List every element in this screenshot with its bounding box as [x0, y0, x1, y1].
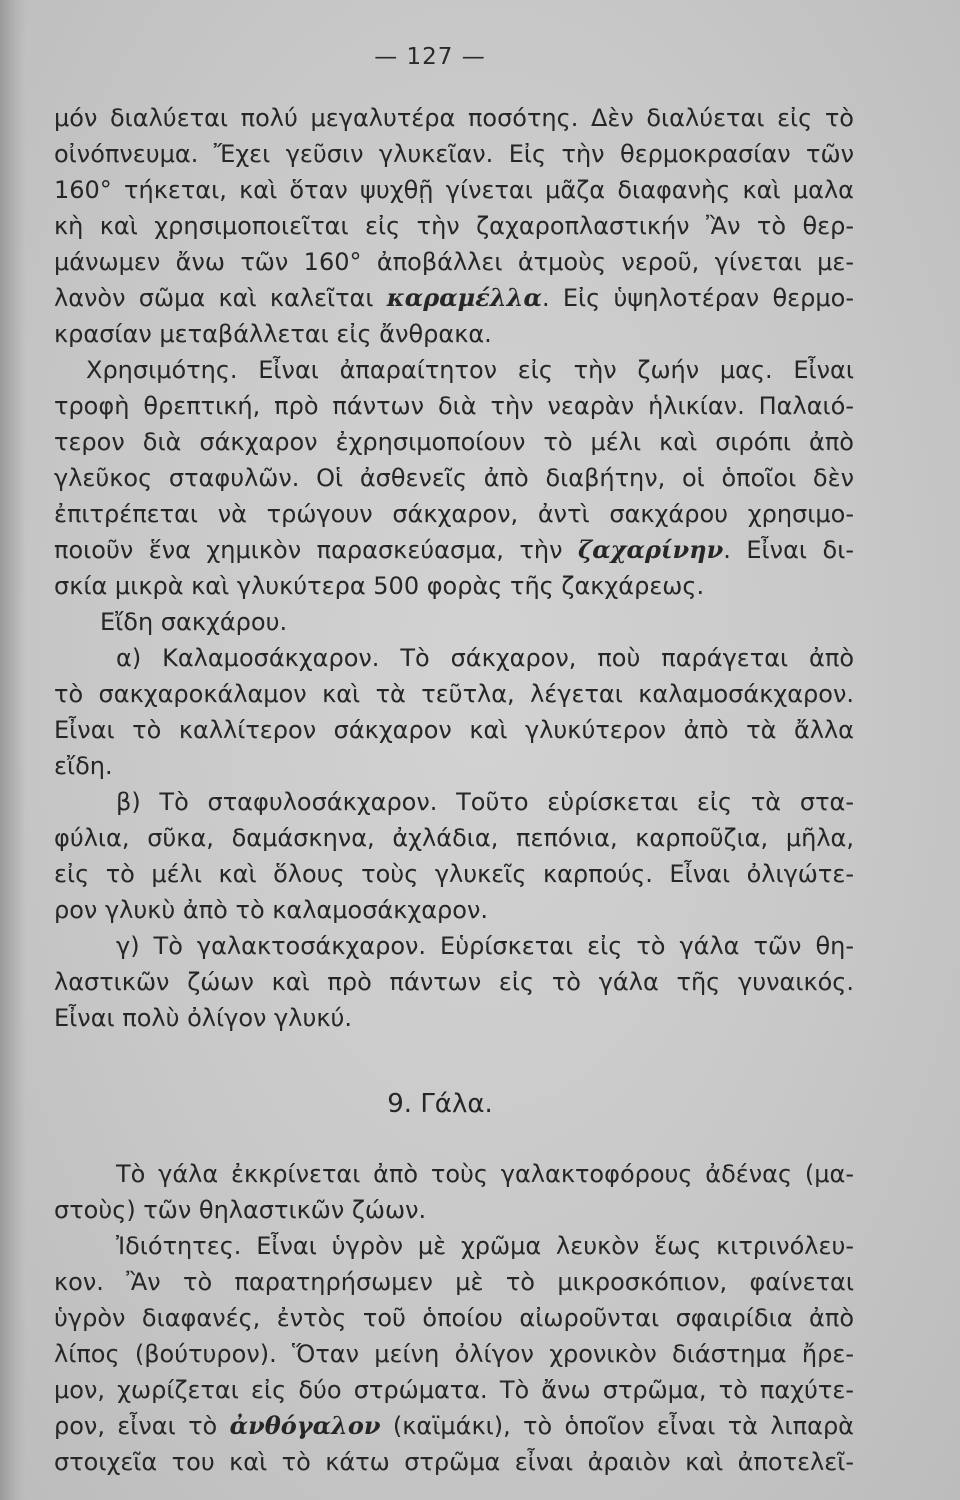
text-line: Χρησιμότης. Εἶναι ἀπαραίτητον εἰς τὴν ζωήν μας. Εἶναι — [86, 356, 854, 384]
text-line: εἴδη. — [54, 752, 113, 780]
text-line: 160° τήκεται, καὶ ὅταν ψυχθῇ γίνεται μᾶζα διαφανὴς καὶ μαλα — [54, 176, 854, 204]
page-number: — 127 — — [374, 44, 486, 70]
text-line: μον, χωρίζεται εἰς δύο στρώματα. Τὸ ἄνω στρῶμα, τὸ παχύτε- — [54, 1376, 854, 1404]
text-line: λαστικῶν ζώων καὶ πρὸ πάντων εἰς τὸ γάλα τῆς γυναικός. — [54, 968, 854, 996]
text-line: λανὸν σῶμα καὶ καλεῖται καραμέλλα. Εἰς ὑψηλοτέραν θερμο- — [54, 283, 854, 312]
text-line: ποιοῦν ἕνα χημικὸν παρασκεύασμα, τὴν ζαχαρίνην. Εἶναι δι- — [54, 535, 854, 564]
emphasized-term: καραμέλλα — [386, 283, 542, 312]
text-line: τὸ σακχαροκάλαμον καὶ τὰ τεῦτλα, λέγεται καλαμοσάκχαρον. — [54, 680, 854, 708]
text-line: κον. Ἂν τὸ παρατηρήσωμεν μὲ τὸ μικροσκόπιον, φαίνεται — [54, 1268, 854, 1296]
text-line: Εἴδη σακχάρου. — [100, 608, 288, 636]
text-line: ἐπιτρέπεται νὰ τρώγουν σάκχαρον, ἀντὶ σακχάρου χρησιμο- — [54, 500, 854, 528]
text-line: ὑγρὸν διαφανές, ἐντὸς τοῦ ὁποίου αἰωροῦνται σφαιρίδια ἀπὸ — [54, 1304, 854, 1332]
text-line: α) Καλαμοσάκχαρον. Τὸ σάκχαρον, ποὺ παράγεται ἀπὸ — [116, 644, 854, 672]
text-line: κὴ καὶ χρησιμοποιεῖται εἰς τὴν ζαχαροπλαστικήν Ἂν τὸ θερ- — [54, 212, 854, 240]
text-line: μάνωμεν ἄνω τῶν 160° ἀποβάλλει ἀτμοὺς νεροῦ, γίνεται με- — [54, 248, 854, 276]
text-line: Τὸ γάλα ἐκκρίνεται ἀπὸ τοὺς γαλακτοφόρους ἀδένας (μα- — [116, 1160, 854, 1188]
text-line: Ἰδιότητες. Εἶναι ὑγρὸν μὲ χρῶμα λευκὸν ἕως κιτρινόλευ- — [116, 1232, 854, 1260]
text-line: μόν διαλύεται πολύ μεγαλυτέρα ποσότης. Δὲν διαλύεται εἰς τὸ — [54, 104, 854, 132]
text-line: γλεῦκος σταφυλῶν. Οἱ ἀσθενεῖς ἀπὸ διαβήτην, οἱ ὁποῖοι δὲν — [54, 464, 854, 492]
text-line: β) Τὸ σταφυλοσάκχαρον. Τοῦτο εὑρίσκεται εἰς τὰ στα- — [116, 788, 854, 816]
emphasized-term: ἀνθόγαλον — [229, 1411, 381, 1440]
text-line: κρασίαν μεταβάλλεται εἰς ἄνθρακα. — [54, 320, 492, 348]
text-line: στοιχεῖα του καὶ τὸ κάτω στρῶμα εἶναι ἀραιὸν καὶ ἀποτελεῖ- — [54, 1448, 854, 1476]
text-line: ρον γλυκὺ ἀπὸ τὸ καλαμοσάκχαρον. — [54, 896, 489, 924]
text-line: ρον, εἶναι τὸ ἀνθόγαλον (καϊμάκι), τὸ ὁποῖον εἶναι τὰ λιπαρὰ — [54, 1411, 855, 1440]
text-line: οἰνόπνευμα. Ἔχει γεῦσιν γλυκεῖαν. Εἰς τὴν θερμοκρασίαν τῶν — [54, 140, 854, 168]
section-heading: 9. Γάλα. — [387, 1089, 493, 1119]
emphasized-term: ζαχαρίνην — [578, 535, 724, 564]
text-line: γ) Τὸ γαλακτοσάκχαρον. Εὑρίσκεται εἰς τὸ γάλα τῶν θη- — [116, 932, 854, 960]
text-line: Εἶναι πολὺ ὀλίγον γλυκύ. — [54, 1004, 352, 1032]
text-line: στοὺς) τῶν θηλαστικῶν ζώων. — [54, 1196, 427, 1224]
text-line: φύλια, σῦκα, δαμάσκηνα, ἀχλάδια, πεπόνια, καρποῦζια, μῆλα, — [54, 824, 854, 852]
text-line: τερον διὰ σάκχαρον ἐχρησιμοποίουν τὸ μέλι καὶ σιρόπι ἀπὸ — [54, 428, 854, 456]
text-line: σκία μικρὰ καὶ γλυκύτερα 500 φορὰς τῆς ζακχάρεως. — [54, 572, 705, 600]
text-line: Εἶναι τὸ καλλίτερον σάκχαρον καὶ γλυκύτερον ἀπὸ τὰ ἄλλα — [54, 716, 854, 744]
text-line: τροφὴ θρεπτική, πρὸ πάντων διὰ τὴν νεαρὰν ἡλικίαν. Παλαιό- — [54, 392, 854, 420]
page-spine-shadow — [0, 0, 26, 1500]
text-line: εἰς τὸ μέλι καὶ ὅλους τοὺς γλυκεῖς καρπούς. Εἶναι ὀλιγώτε- — [54, 860, 854, 888]
text-line: λίπος (βούτυρον). Ὅταν μείνη ὀλίγον χρονικὸν διάστημα ἤρε- — [54, 1340, 854, 1368]
